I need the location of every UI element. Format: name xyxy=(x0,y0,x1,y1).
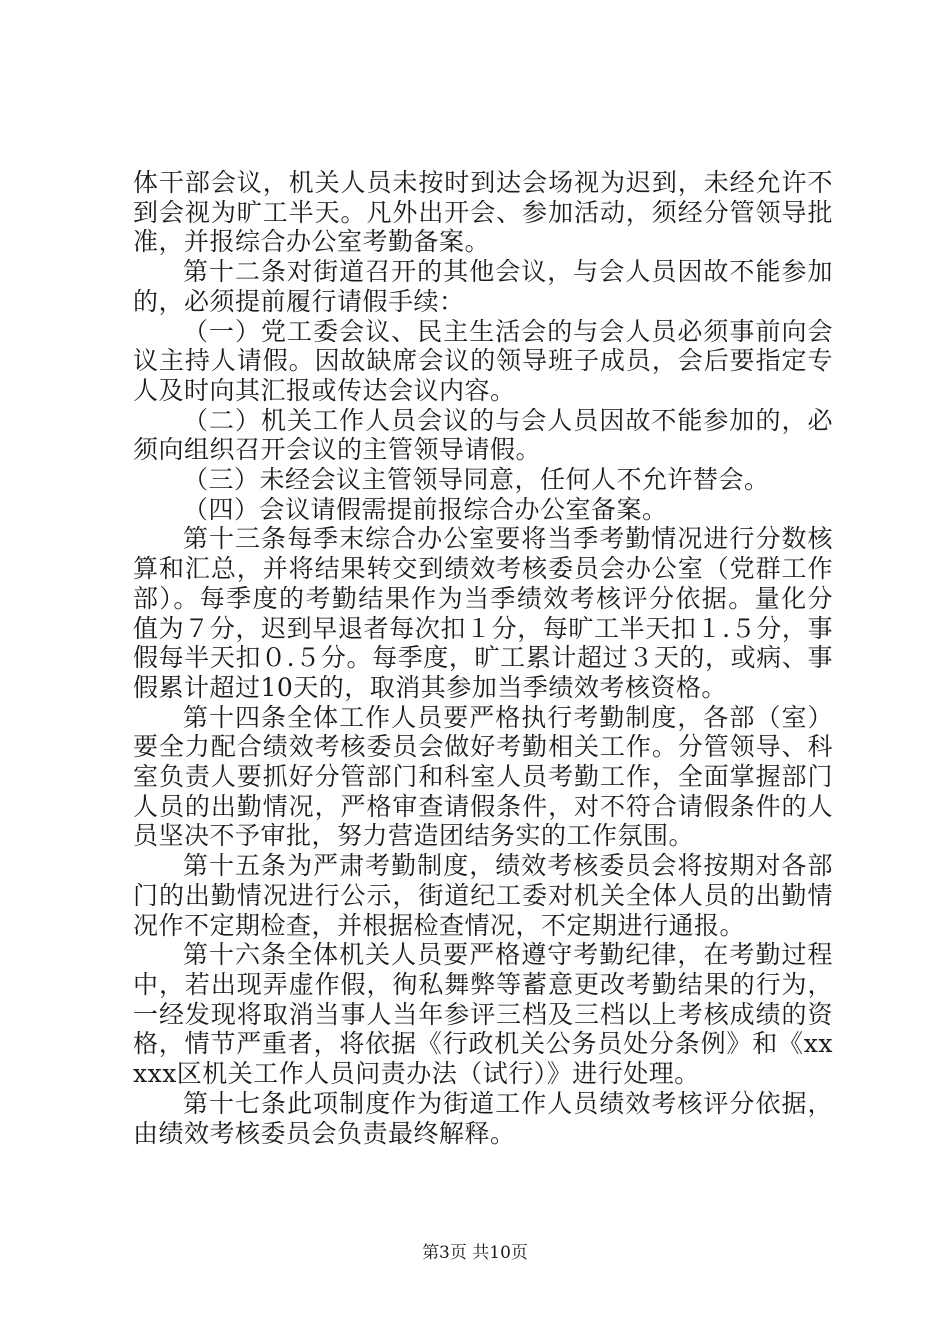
paragraph: 体干部会议，机关人员未按时到达会场视为迟到，未经允许不到会视为旷工半天。凡外出开会、参加活动，须经分管领导批准，并报综合办公室考勤备案。 xyxy=(133,168,833,257)
document-body xyxy=(133,168,833,1148)
paragraph-article-17: 第十七条此项制度作为街道工作人员绩效考核评分依据，由绩效考核委员会负责最终解释。 xyxy=(133,1088,833,1148)
paragraph-article-13: 第十三条每季末综合办公室要将当季考勤情况进行分数核算和汇总，并将结果转交到绩效考核委员会办公室（党群工作部）。每季度的考勤结果作为当季绩效考核评分依据。量化分值为７分，迟到早退者每次扣１分，每旷工半天扣１.５分，事假每半天扣０.５分。每季度，旷工累计超过３天的，或病、事假累计超过10天的，取消其参加当季绩效考核资格。 xyxy=(133,524,833,702)
paragraph-item-1: （一）党工委会议、民主生活会的与会人员必须事前向会议主持人请假。因故缺席会议的领导班子成员，会后要指定专人及时向其汇报或传达会议内容。 xyxy=(133,316,833,405)
paragraph-article-14: 第十四条全体工作人员要严格执行考勤制度，各部（室）要全力配合绩效考核委员会做好考勤相关工作。分管领导、科室负责人要抓好分管部门和科室人员考勤工作，全面掌握部门人员的出勤情况，严格审查请假条件，对不符合请假条件的人员坚决不予审批，努力营造团结务实的工作氛围。 xyxy=(133,702,833,851)
paragraph-article-12: 第十二条对街道召开的其他会议，与会人员因故不能参加的，必须提前履行请假手续： xyxy=(133,257,833,316)
paragraph-item-2: （二）机关工作人员会议的与会人员因故不能参加的，必须向组织召开会议的主管领导请假。 xyxy=(133,405,833,465)
paragraph-article-16: 第十六条全体机关人员要严格遵守考勤纪律，在考勤过程中，若出现弄虚作假，徇私舞弊等蓄意更改考勤结果的行为，一经发现将取消当事人当年参评三档及三档以上考核成绩的资格，情节严重者，将依据《行政机关公务员处分条例》和《xxxxx区机关工作人员问责办法（试行）》进行处理。 xyxy=(133,940,833,1089)
paragraph-article-15: 第十五条为严肃考勤制度，绩效考核委员会将按期对各部门的出勤情况进行公示，街道纪工委对机关全体人员的出勤情况作不定期检查，并根据检查情况，不定期进行通报。 xyxy=(133,851,833,940)
paragraph-item-3: （三）未经会议主管领导同意，任何人不允许替会。 xyxy=(183,465,770,495)
page-number-footer: 第3页 共10页 xyxy=(422,1243,528,1263)
paragraph-item-4: （四）会议请假需提前报综合办公室备案。 xyxy=(183,494,668,524)
